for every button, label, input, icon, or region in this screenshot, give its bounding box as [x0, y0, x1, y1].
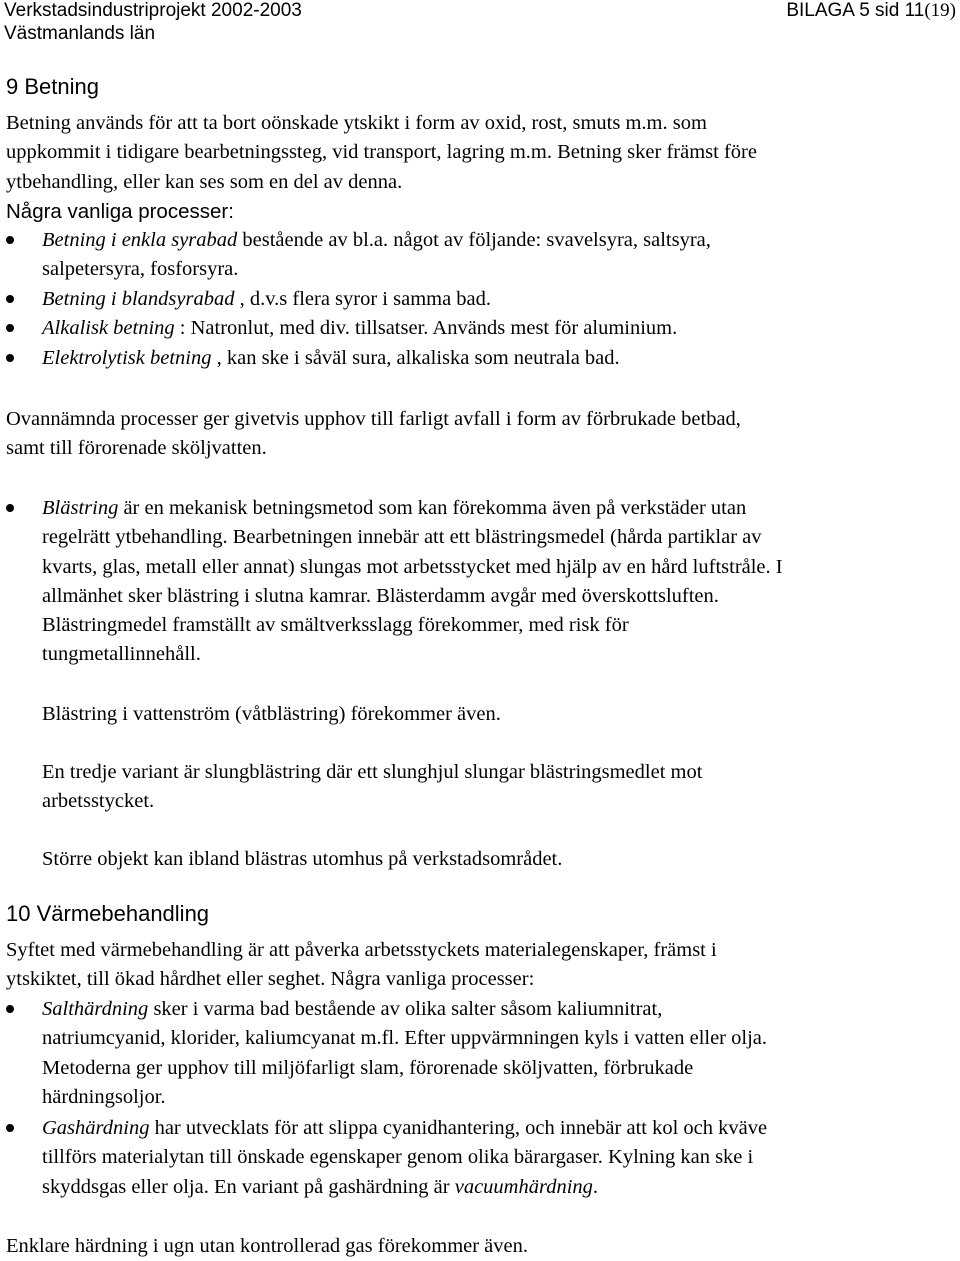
text-line: En tredje variant är slungblästring där ett slunghjul slungar blästringsmedlet mot: [42, 761, 703, 783]
text-line: allmänhet sker blästring i slutna kamrar. Blästerdamm avgår med överskottsluften.: [42, 584, 719, 607]
bullet-icon: [6, 1124, 14, 1132]
process-description-cont: salpetersyra, fosforsyra.: [42, 258, 239, 281]
text-line: samt till förorenade sköljvatten.: [6, 437, 267, 460]
text-line: härdningsoljor.: [42, 1085, 166, 1108]
header-region: Västmanlands län: [4, 23, 156, 44]
list-item: [6, 314, 948, 344]
bullet-icon: [6, 324, 14, 332]
process-description: bestående av bl.a. något av följande: svavelsyra, saltsyra,: [237, 229, 711, 251]
text-line: skyddsgas eller olja. En variant på gashärdning är: [42, 1175, 455, 1198]
text-line: kvarts, glas, metall eller annat) slungas mot arbetsstycket med hjälp av en hård luftstråle. I: [42, 555, 783, 578]
process-term: Alkalisk betning: [42, 317, 175, 339]
process-description: , kan ske i såväl sura, alkaliska som neutrala bad.: [211, 347, 620, 369]
text-line: arbetsstycket.: [42, 790, 155, 813]
text-line: uppkommit i tidigare bearbetningssteg, vid transport, lagring m.m. Betning sker främst före: [6, 141, 757, 164]
text-line: regelrätt ytbehandling. Bearbetningen innebär att ett blästringsmedel (hårda partiklar av: [42, 526, 762, 549]
process-term: Salthärdning: [42, 998, 149, 1020]
bullet-icon: [6, 295, 14, 303]
process-description: , d.v.s flera syror i samma bad.: [234, 288, 492, 310]
list-item-gas-hardening: [6, 1114, 948, 1204]
text-line: Metoderna ger upphov till miljöfarligt slam, förorenade sköljvatten, förbrukade: [42, 1056, 694, 1079]
process-term: Betning i enkla syrabad: [42, 229, 238, 251]
paragraph-simple-hardening: Enklare härdning i ugn utan kontrollerad gas förekommer även.: [6, 1235, 529, 1257]
section-heading-betning: 9 Betning: [6, 74, 99, 99]
text-line: tillförs materialytan till önskade egenskaper genom olika bärargaser. Kylning kan ske i: [42, 1146, 754, 1169]
process-description: sker i varma bad bestående av olika salter såsom kaliumnitrat,: [148, 998, 663, 1020]
header-page-number: [786, 0, 956, 22]
text-line: Syftet med värmebehandling är att påverka arbetsstyckets materialegenskaper, främst i: [6, 939, 717, 961]
text-line-end: .: [592, 1175, 599, 1198]
header-page-total: (19): [924, 0, 956, 21]
text-line: ytbehandling, eller kan ses som en del av denna.: [6, 170, 403, 193]
bullet-icon: [6, 1005, 14, 1013]
paragraph-betning-intro: [6, 109, 948, 197]
text-line: Blästringmedel framställt av smältverksslagg förekommer, med risk för: [42, 614, 629, 637]
process-term: Elektrolytisk betning: [42, 347, 212, 369]
process-term: Betning i blandsyrabad: [42, 288, 235, 310]
text-line: Ovannämnda processer ger givetvis upphov till farligt avfall i form av förbrukade betbad,: [6, 408, 741, 430]
processes-label: Några vanliga processer:: [6, 200, 234, 223]
process-term: vacuumhärdning: [454, 1175, 593, 1198]
header-appendix: BILAGA 5 sid 11: [786, 0, 925, 21]
paragraph-waste: [6, 405, 948, 464]
paragraph-wet-blasting: Blästring i vattenström (våtblästring) förekommer även.: [42, 703, 501, 725]
process-description: : Natronlut, med div. tillsatser. Används mest för aluminium.: [174, 317, 678, 339]
list-item: [6, 344, 948, 374]
text-line: natriumcyanid, klorider, kaliumcyanat m.fl. Efter uppvärmningen kyls i vatten eller olja.: [42, 1027, 767, 1050]
list-item: [6, 285, 948, 315]
list-item-blasting: [6, 494, 948, 672]
process-term: Gashärdning: [42, 1117, 150, 1139]
text-line: Betning används för att ta bort oönskade ytskikt i form av oxid, rost, smuts m.m. som: [6, 112, 707, 134]
header-project: Verkstadsindustriprojekt 2002-2003: [4, 0, 302, 21]
text-line: tungmetallinnehåll.: [42, 643, 201, 666]
bullet-icon: [6, 354, 14, 362]
paragraph-outdoor-blasting: Större objekt kan ibland blästras utomhus på verkstadsområdet.: [42, 848, 563, 870]
bullet-icon: [6, 236, 14, 244]
bullet-icon: [6, 504, 14, 512]
process-description: är en mekanisk betningsmetod som kan förekomma även på verkstäder utan: [118, 497, 747, 519]
process-term: Blästring: [42, 497, 119, 519]
paragraph-heat-treatment-intro: [6, 936, 948, 995]
list-item: [6, 226, 948, 285]
section-heading-varmebehandling: 10 Värmebehandling: [6, 901, 210, 926]
text-line: ytskiktet, till ökad hårdhet eller seghet. Några vanliga processer:: [6, 968, 535, 991]
list-item-salt-hardening: [6, 995, 948, 1113]
process-description: har utvecklats för att slippa cyanidhantering, och innebär att kol och kväve: [149, 1117, 768, 1139]
paragraph-shot-blasting: [42, 758, 948, 817]
